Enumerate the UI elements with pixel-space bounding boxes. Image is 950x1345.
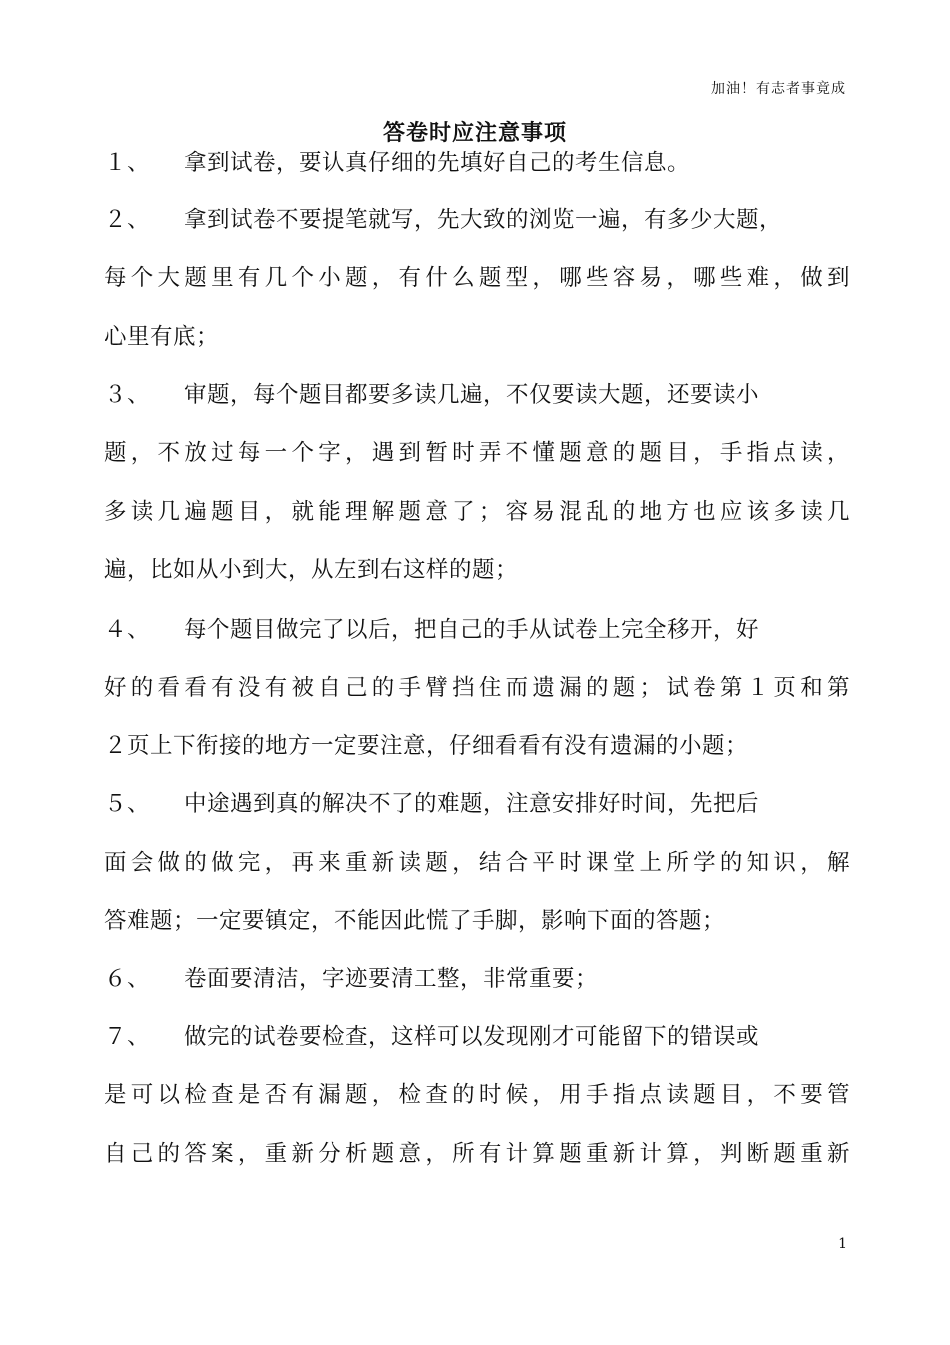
item-number: ５、	[104, 791, 151, 817]
item-5-line-3: 答难题；一定要镇定，不能因此慌了手脚，影响下面的答题；	[104, 908, 726, 934]
item-text: 中途遇到真的解决不了的难题，注意安排好时间，先把后	[184, 791, 760, 817]
item-6-line-1	[104, 964, 850, 994]
item-text: 审题，每个题目都要多读几遍，不仅要读大题，还要读小	[184, 382, 760, 408]
item-3-line-1	[104, 380, 850, 410]
item-7-line-1	[104, 1022, 850, 1052]
item-number: ４、	[104, 617, 151, 643]
item-text: 每个题目做完了以后，把自己的手从试卷上完全移开，好	[184, 617, 760, 643]
item-3-line-2: 题，不放过每一个字，遇到暂时弄不懂题意的题目，手指点读，	[104, 440, 850, 466]
item-number: ２、	[104, 207, 151, 233]
page-number: 1	[838, 1236, 847, 1252]
item-7-line-3: 自己的答案，重新分析题意，所有计算题重新计算，判断题重新	[104, 1141, 850, 1167]
item-2-line-3: 心里有底；	[104, 324, 220, 350]
item-3-line-4: 遍，比如从小到大，从左到右这样的题；	[104, 557, 519, 583]
item-2-line-1	[104, 205, 850, 235]
item-4-line-1	[104, 615, 850, 645]
header-motto: 加油！有志者事竟成	[711, 81, 846, 97]
item-1-line-1	[104, 148, 850, 178]
item-7-line-2: 是可以检查是否有漏题，检查的时候，用手指点读题目，不要管	[104, 1082, 850, 1108]
item-number: １、	[104, 150, 151, 176]
item-number: ６、	[104, 966, 151, 992]
document-title: 答卷时应注意事项	[382, 120, 567, 146]
item-text: 拿到试卷不要提笔就写，先大致的浏览一遍，有多少大题，	[184, 207, 783, 233]
item-number: ３、	[104, 382, 151, 408]
item-2-line-2: 每个大题里有几个小题，有什么题型，哪些容易，哪些难，做到	[104, 265, 850, 291]
item-text: 卷面要清洁，字迹要清工整，非常重要；	[184, 966, 599, 992]
item-text: 拿到试卷，要认真仔细的先填好自己的考生信息。	[184, 150, 691, 176]
item-5-line-2: 面会做的做完，再来重新读题，结合平时课堂上所学的知识，解	[104, 850, 850, 876]
item-4-line-2: 好的看看有没有被自己的手臂挡住而遗漏的题；试卷第１页和第	[104, 675, 850, 701]
item-text: 做完的试卷要检查，这样可以发现刚才可能留下的错误或	[184, 1024, 760, 1050]
item-4-line-3: ２页上下衔接的地方一定要注意，仔细看看有没有遗漏的小题；	[104, 733, 749, 759]
item-5-line-1	[104, 789, 850, 819]
item-3-line-3: 多读几遍题目，就能理解题意了；容易混乱的地方也应该多读几	[104, 499, 850, 525]
item-number: ７、	[104, 1024, 151, 1050]
